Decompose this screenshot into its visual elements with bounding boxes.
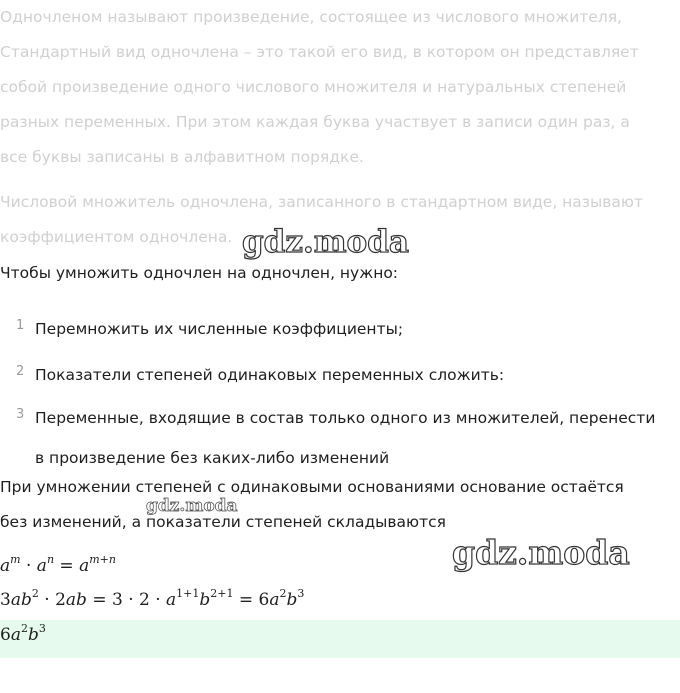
definition-line: собой произведение одного числового множителя и натуральных степеней <box>0 78 627 96</box>
definition-line: Одночленом называют произведение, состоящее из числового множителя, <box>0 8 623 26</box>
computation-formula: $3ab^2 \cdot 2ab = 3 \cdot 2 \cdot a^{1+1}b^{2+1} = 6a^2b^3$ <box>0 587 305 610</box>
step-text <box>35 398 680 478</box>
multiplication-intro: Чтобы умножить одночлен на одночлен, нужно: <box>0 264 399 282</box>
watermark-logo: gdz.moda <box>242 224 409 260</box>
definition-line: коэффициентом одночлена. <box>0 228 233 246</box>
answer-box <box>0 620 680 658</box>
watermark-logo: gdz.moda <box>452 533 630 572</box>
rule-line: При умножении степеней с одинаковыми основаниями основание остаётся <box>0 478 624 496</box>
step-text-line: в произведение без каких-либо изменений <box>35 449 390 467</box>
step-text-line: Переменные, входящие в состав только одного из множителей, перенести <box>35 409 656 427</box>
step-text: Перемножить их численные коэффициенты; <box>35 320 404 338</box>
power-rule-formula: $a^m \cdot a^n = a^{m+n}$ <box>0 553 116 576</box>
definition-line: разных переменных. При этом каждая буква участвует в записи один раз, а <box>0 113 630 131</box>
power-rule-text <box>0 470 680 540</box>
step-number: 3 <box>16 407 25 422</box>
answer-formula: $6a^2b^3$ <box>0 622 46 645</box>
definition-line: Числовой множитель одночлена, записанного в стандартном виде, называют <box>0 193 643 211</box>
rule-line: без изменений, а показатели степеней складываются <box>0 513 446 531</box>
step-text: Показатели степеней одинаковых переменных сложить: <box>35 366 505 384</box>
watermark-logo: gdz.moda <box>146 496 238 516</box>
step-number: 2 <box>16 364 25 379</box>
definition-line: все буквы записаны в алфавитном порядке. <box>0 148 364 166</box>
definition-line: Стандартный вид одночлена – это такой его вид, в котором он представляет <box>0 43 639 61</box>
definition-monomial <box>0 0 680 175</box>
step-number: 1 <box>16 318 25 333</box>
